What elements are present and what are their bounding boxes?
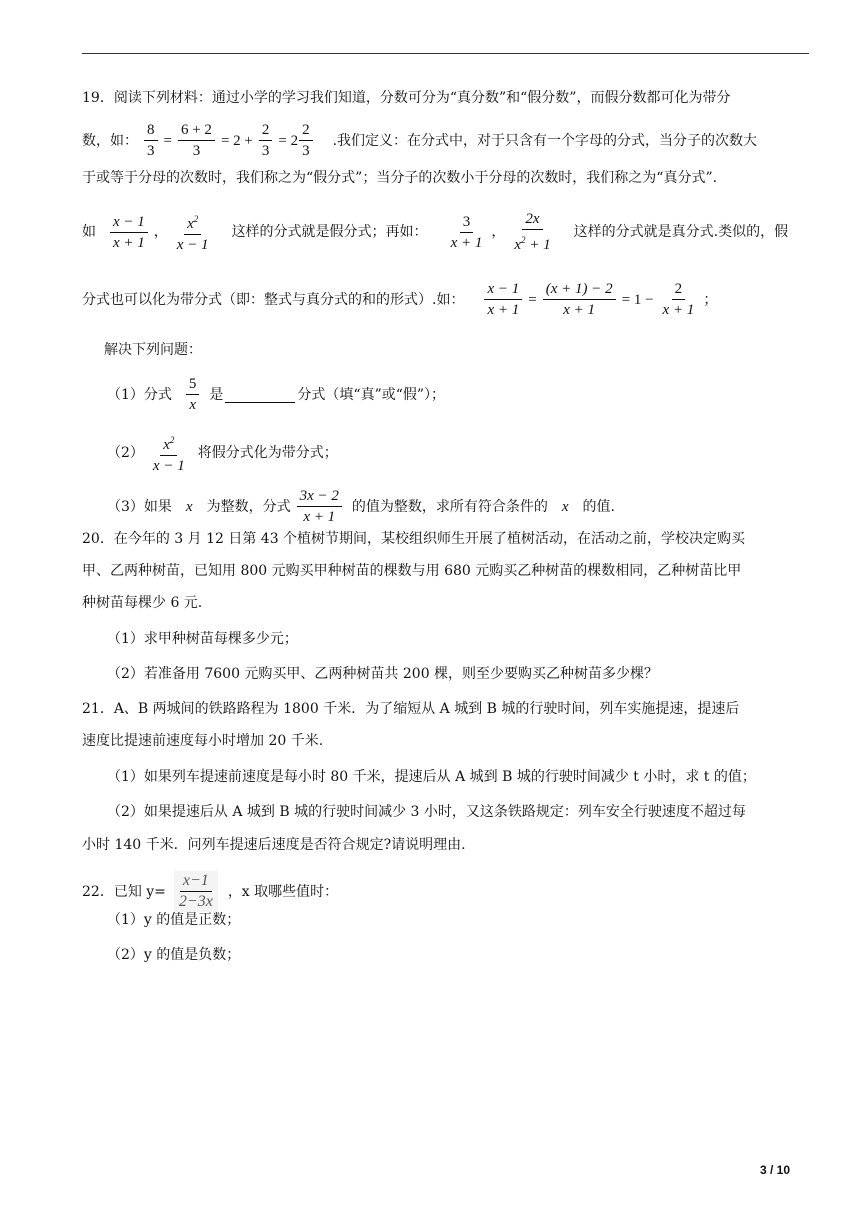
fraction-x-minus-1-over-x-plus-1: $\frac{x - 1}{x + 1}$ <box>484 279 522 320</box>
q19-text: .我们定义：在分式中，对于只含有一个字母的分式，当分子的次数大 <box>332 132 758 149</box>
fraction-2-3: $\frac{2}{3}$ <box>259 120 273 161</box>
page-number: 3 / 10 <box>759 1163 790 1177</box>
q20-text: 甲、乙两种树苗，已知用 800 元购买甲种树苗的棵数与用 680 元购买乙种树苗的棵数相同，乙种树苗比甲 <box>82 563 742 579</box>
fraction-x2-over-x-minus-1: $\frac{x^2}{x - 1}$ <box>150 430 188 476</box>
q20-text: 20．在今年的 3 月 12 日第 43 个植树节期间，某校组织师生开展了植树活动，在活动之前，学校决定购买 <box>82 531 746 547</box>
q19-text: 的值. <box>582 498 615 515</box>
comma: ， <box>491 224 506 240</box>
fraction-3-over-x-plus-1: $\frac{3}{x + 1}$ <box>450 213 483 251</box>
q19-text: 将假分式化为带分式； <box>197 445 338 461</box>
q22-part1 <box>107 910 240 930</box>
equals-2-plus: = 2 + <box>220 132 253 149</box>
q21-line1 <box>82 699 739 719</box>
q21-text: （1）如果列车提速前速度是每小时 80 千米，提速后从 A 城到 B 城的行驶时间减少 t 小时，求 t 的值； <box>107 769 756 785</box>
fraction-6plus2-3: $\frac{6 + 2}{3}$ <box>178 120 215 161</box>
q20-text: （1）求甲种树苗每棵多少元； <box>107 631 298 647</box>
q19-text: 如 <box>82 224 96 240</box>
fraction-8-3: $\frac{8}{3}$ <box>144 120 158 161</box>
variable-x: x <box>185 498 193 515</box>
q21-text: 速度比提速前速度每小时增加 20 千米. <box>82 733 324 749</box>
q21-text: 21．A、B 两城间的铁路路程为 1800 千米．为了缩短从 A 城到 B 城的行驶时间，列车实施提速，提速后 <box>82 701 740 717</box>
variable-x: x <box>561 498 569 515</box>
equals-sign: = <box>528 291 537 308</box>
q19-solve <box>104 340 202 360</box>
q22-line1 <box>82 871 338 912</box>
q21-text: 小时 140 千米．问列车提速后速度是否符合规定?请说明理由. <box>82 837 466 853</box>
fraction-paren-over-x-plus-1: $\frac{(x + 1) - 2}{x + 1}$ <box>543 279 616 320</box>
fraction-2-3-mixed: $\frac{2}{3}$ <box>299 120 313 161</box>
q22-text: ，x 取哪些值时： <box>227 883 339 900</box>
q19-text: 解决下列问题： <box>104 342 202 358</box>
q19-line3 <box>82 168 717 188</box>
q19-text: 这样的分式就是真分式.类似的，假 <box>573 224 789 240</box>
fraction-x-minus-1-over-2-minus-3x: $\frac{x-1}{2-3x}$ <box>174 871 218 912</box>
q22-text: （1）y 的值是正数； <box>107 912 241 928</box>
q20-line2 <box>82 561 741 581</box>
semicolon: ； <box>703 291 718 308</box>
fraction-3x-minus-2-over-x-plus-1: $\frac{3x - 2}{x + 1}$ <box>297 486 342 527</box>
q19-text: 这样的分式就是假分式；再如： <box>231 224 428 240</box>
q19-line1 <box>82 88 730 108</box>
q19-text: （2） <box>107 445 144 461</box>
comma: ， <box>153 224 168 240</box>
q19-text: 为整数，分式 <box>206 498 291 515</box>
q20-part1 <box>107 629 298 649</box>
equals-1-minus: = 1 − <box>621 291 654 308</box>
q20-text: （2）若准备用 7600 元购买甲、乙两种树苗共 200 棵，则至少要购买乙种树苗多少棵？ <box>107 666 659 682</box>
q21-text: （2）如果提速后从 A 城到 B 城的行驶时间减少 3 小时，又这条铁路规定：列车安全行驶速度不超过每 <box>107 804 746 820</box>
equals-2: = 2 <box>278 132 299 149</box>
q19-text: 分式（填“真”或“假”）； <box>297 386 446 403</box>
q19-text: 于或等于分母的次数时，我们称之为“假分式”；当分子的次数小于分母的次数时，我们称之为“真分式”. <box>82 170 718 186</box>
q20-part2 <box>107 664 658 684</box>
answer-blank[interactable] <box>225 386 295 403</box>
q20-line3 <box>82 593 202 613</box>
q19-text: （1）分式 <box>107 386 172 403</box>
q22-part2 <box>107 945 240 965</box>
q20-text: 种树苗每棵少 6 元. <box>82 595 203 611</box>
q19-text: 数，如： <box>82 132 138 149</box>
q19-part2 <box>107 430 338 476</box>
q19-text: 是 <box>209 386 224 403</box>
fraction-2x-over-x2-plus-1: $\frac{2x}{x^2 + 1}$ <box>514 211 551 253</box>
q19-line5 <box>82 279 717 320</box>
q22-text: 22．已知 y= <box>82 883 166 900</box>
q21-part2a <box>107 802 746 822</box>
q21-line2 <box>82 731 323 751</box>
q19-text: 的值为整数，求所有符合条件的 <box>351 498 548 515</box>
q19-text: 19．阅读下列材料：通过小学的学习我们知道，分数可分为“真分数”和“假分数”，而假分数都可化为带分 <box>82 90 731 106</box>
q19-line2 <box>82 120 757 161</box>
q20-line1 <box>82 529 745 549</box>
fraction-5-over-x: $\frac{5}{x}$ <box>186 374 200 415</box>
header-rule <box>82 53 809 54</box>
q21-part1 <box>107 767 756 787</box>
q19-part1 <box>107 374 445 415</box>
q19-text: 分式也可以化为带分式（即：整式与真分式的和的形式）.如： <box>82 291 465 308</box>
fraction-x-minus-1-over-x-plus-1: $\frac{x - 1}{x + 1}$ <box>110 212 148 253</box>
q19-line4 <box>82 209 788 255</box>
q22-text: （2）y 的值是负数； <box>107 947 241 963</box>
q19-part3 <box>107 486 615 527</box>
equals-sign: = <box>163 132 172 149</box>
fraction-x2-over-x-minus-1: $\frac{x^2}{x - 1}$ <box>174 209 212 255</box>
q21-part2b <box>82 835 466 855</box>
fraction-2-over-x-plus-1: $\frac{2}{x + 1}$ <box>662 281 695 318</box>
q19-text: （3）如果 <box>107 498 172 515</box>
